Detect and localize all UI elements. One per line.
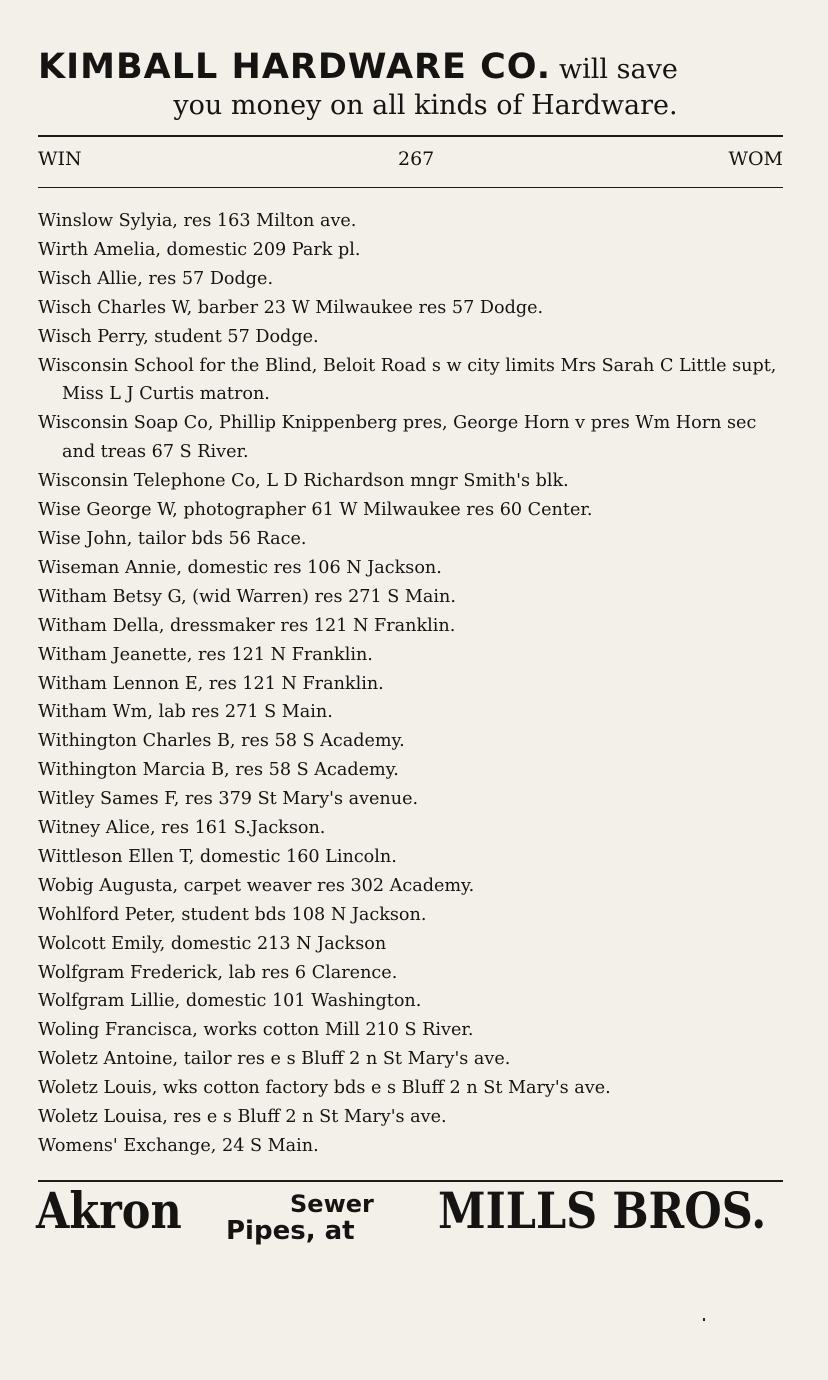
directory-entry: Wohlford Peter, student bds 108 N Jackson. bbox=[38, 904, 427, 925]
directory-entry: Womens' Exchange, 24 S Main. bbox=[38, 1136, 319, 1156]
print-speck bbox=[703, 1318, 705, 1321]
top-ad-line-2: you money on all kinds of Hardware. bbox=[173, 90, 678, 121]
top-ad-brand: KIMBALL HARDWARE CO. bbox=[38, 47, 552, 87]
directory-entry: Witham Jeanette, res 121 N Franklin. bbox=[38, 644, 373, 665]
directory-entry: Withington Charles B, res 58 S Academy. bbox=[38, 731, 405, 752]
top-ad-line-1 bbox=[38, 47, 783, 94]
directory-entry: Witley Sames F, res 379 St Mary's avenue. bbox=[38, 789, 419, 810]
directory-entry: Wolfgram Lillie, domestic 101 Washington. bbox=[38, 991, 422, 1012]
directory-entry: Woletz Louisa, res e s Bluff 2 n St Mary's ave. bbox=[38, 1107, 447, 1128]
bottom-ad-product bbox=[226, 1192, 438, 1244]
directory-entry: Wolfgram Frederick, lab res 6 Clarence. bbox=[38, 962, 398, 983]
header-rule-bottom bbox=[38, 187, 783, 188]
header-rule-top bbox=[38, 135, 783, 137]
directory-entry: Wolcott Emily, domestic 213 N Jackson bbox=[38, 933, 387, 954]
directory-entry: Wisconsin School for the Blind, Beloit Road s w city limits Mrs Sarah C Little supt, Miss L J Curtis matron. bbox=[38, 355, 777, 405]
directory-entry: Wise George W, photographer 61 W Milwaukee res 60 Center. bbox=[38, 500, 593, 521]
directory-entry: Wirth Amelia, domestic 209 Park pl. bbox=[38, 239, 361, 260]
running-head-left: WIN bbox=[38, 148, 82, 170]
directory-entry: Wittleson Ellen T, domestic 160 Lincoln. bbox=[38, 846, 397, 867]
directory-entry: Wisconsin Telephone Co, L D Richardson mngr Smith's blk. bbox=[38, 471, 569, 492]
directory-entry: Wobig Augusta, carpet weaver res 302 Academy. bbox=[38, 875, 475, 896]
directory-entry: Woletz Antoine, tailor res e s Bluff 2 n St Mary's ave. bbox=[38, 1049, 511, 1070]
directory-entry: Witham Lennon E, res 121 N Franklin. bbox=[38, 673, 384, 694]
directory-entry: Winslow Sylyia, res 163 Milton ave. bbox=[38, 211, 357, 231]
directory-entry: Witney Alice, res 161 S.Jackson. bbox=[38, 818, 326, 839]
bottom-ad-sewer: Sewer bbox=[290, 1190, 374, 1218]
directory-entry: Woletz Louis, wks cotton factory bds e s Bluff 2 n St Mary's ave. bbox=[38, 1078, 611, 1099]
running-head bbox=[38, 146, 783, 176]
directory-entry: Wise John, tailor bds 56 Race. bbox=[38, 528, 307, 549]
bottom-ad-pipes: Pipes, at bbox=[226, 1216, 355, 1246]
directory-entry: Witham Della, dressmaker res 121 N Franklin. bbox=[38, 615, 456, 636]
directory-entry: Wisch Charles W, barber 23 W Milwaukee res 57 Dodge. bbox=[38, 297, 544, 318]
directory-entry: Witham Wm, lab res 271 S Main. bbox=[38, 702, 333, 723]
directory-entry: Withington Marcia B, res 58 S Academy. bbox=[38, 760, 399, 781]
running-head-right: WOM bbox=[728, 148, 783, 170]
directory-entry: Wisch Perry, student 57 Dodge. bbox=[38, 326, 319, 347]
top-ad-tail: will save bbox=[559, 54, 678, 85]
top-advertisement bbox=[38, 47, 783, 121]
bottom-advertisement bbox=[36, 1181, 786, 1256]
directory-entry: Wisch Allie, res 57 Dodge. bbox=[38, 268, 274, 289]
directory-entry: Wiseman Annie, domestic res 106 N Jackson. bbox=[38, 557, 442, 578]
directory-entry: Wisconsin Soap Co, Phillip Knippenberg pres, George Horn v pres Wm Horn sec and treas 67 S River. bbox=[38, 413, 757, 463]
page-number: 267 bbox=[398, 148, 435, 170]
directory-entry: Woling Francisca, works cotton Mill 210 S River. bbox=[38, 1020, 474, 1041]
directory-entry: Witham Betsy G, (wid Warren) res 271 S Main. bbox=[38, 586, 456, 607]
bottom-ad-mills: MILLS BROS. bbox=[438, 1181, 767, 1240]
bottom-ad-akron: Akron bbox=[36, 1181, 182, 1240]
directory-entries bbox=[38, 207, 788, 1161]
